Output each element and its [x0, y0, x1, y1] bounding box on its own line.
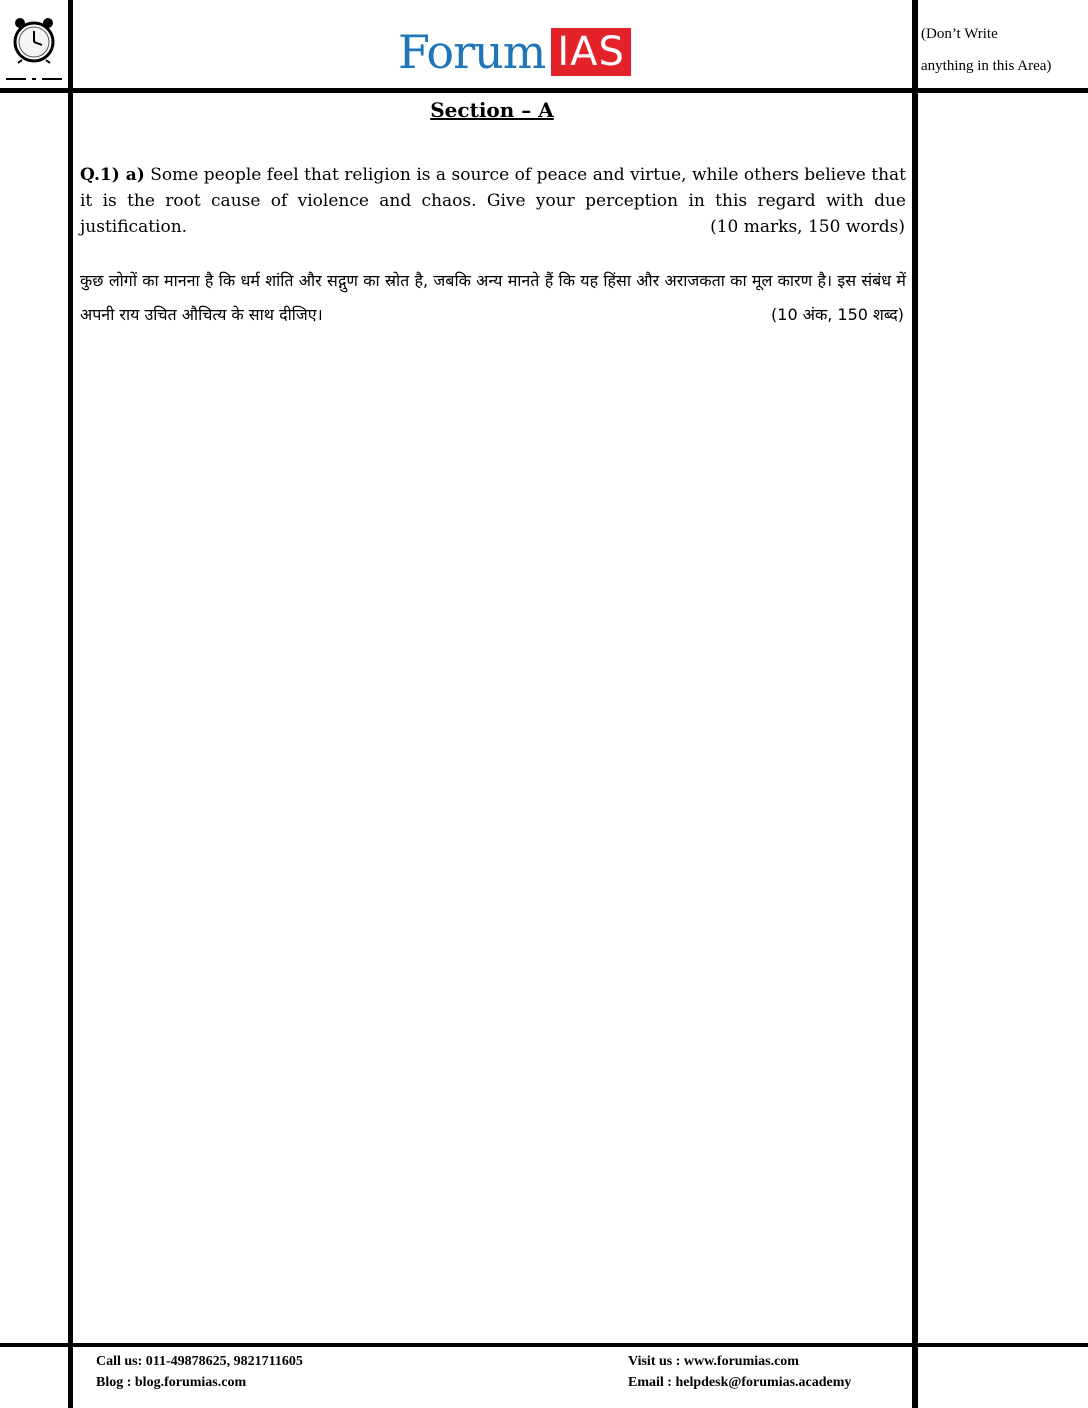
- question-marks-hindi: (10 अंक, 150 शब्द): [771, 305, 904, 324]
- alarm-clock-icon: [12, 16, 56, 64]
- footer-blog: Blog : blog.forumias.com: [96, 1375, 247, 1390]
- forumias-logo: [398, 25, 631, 79]
- right-margin-line: [912, 0, 918, 1408]
- question-marks-english: (10 marks, 150 words): [710, 217, 905, 237]
- question-hindi: कुछ लोगों का मानना है कि धर्म शांति और सद्गुण का स्रोत है, जबकि अन्य मानते हैं कि यह हिंसा और अराजकता का मूल कारण है। इस संबंध में अपनी राय उचित औचित्य के साथ दीजिए।: [80, 271, 906, 324]
- note-line-1: (Don’t Write: [921, 26, 998, 42]
- logo-ias-text: IAS: [551, 28, 631, 76]
- header-rule: [0, 88, 1088, 93]
- question-number: Q.1) a): [80, 165, 145, 185]
- footer-visit: Visit us : www.forumias.com: [628, 1354, 799, 1369]
- question-text-english: Some people feel that religion is a source of peace and virtue, while others believe that it is the root cause of violence and chaos. Give your perception in this regard with due justification.: [80, 165, 907, 237]
- dash-dot-mark: [6, 77, 62, 81]
- footer-rule: [0, 1343, 1088, 1347]
- footer-call: Call us: 011-49878625, 9821711605: [96, 1354, 303, 1369]
- footer-email: Email : helpdesk@forumias.academy: [628, 1375, 852, 1390]
- note-line-2: anything in this Area): [921, 58, 1052, 74]
- section-title: Section – A: [430, 98, 554, 122]
- logo-forum-text: Forum: [398, 25, 546, 79]
- no-write-note: [921, 18, 1081, 82]
- left-margin-line: [68, 0, 73, 1408]
